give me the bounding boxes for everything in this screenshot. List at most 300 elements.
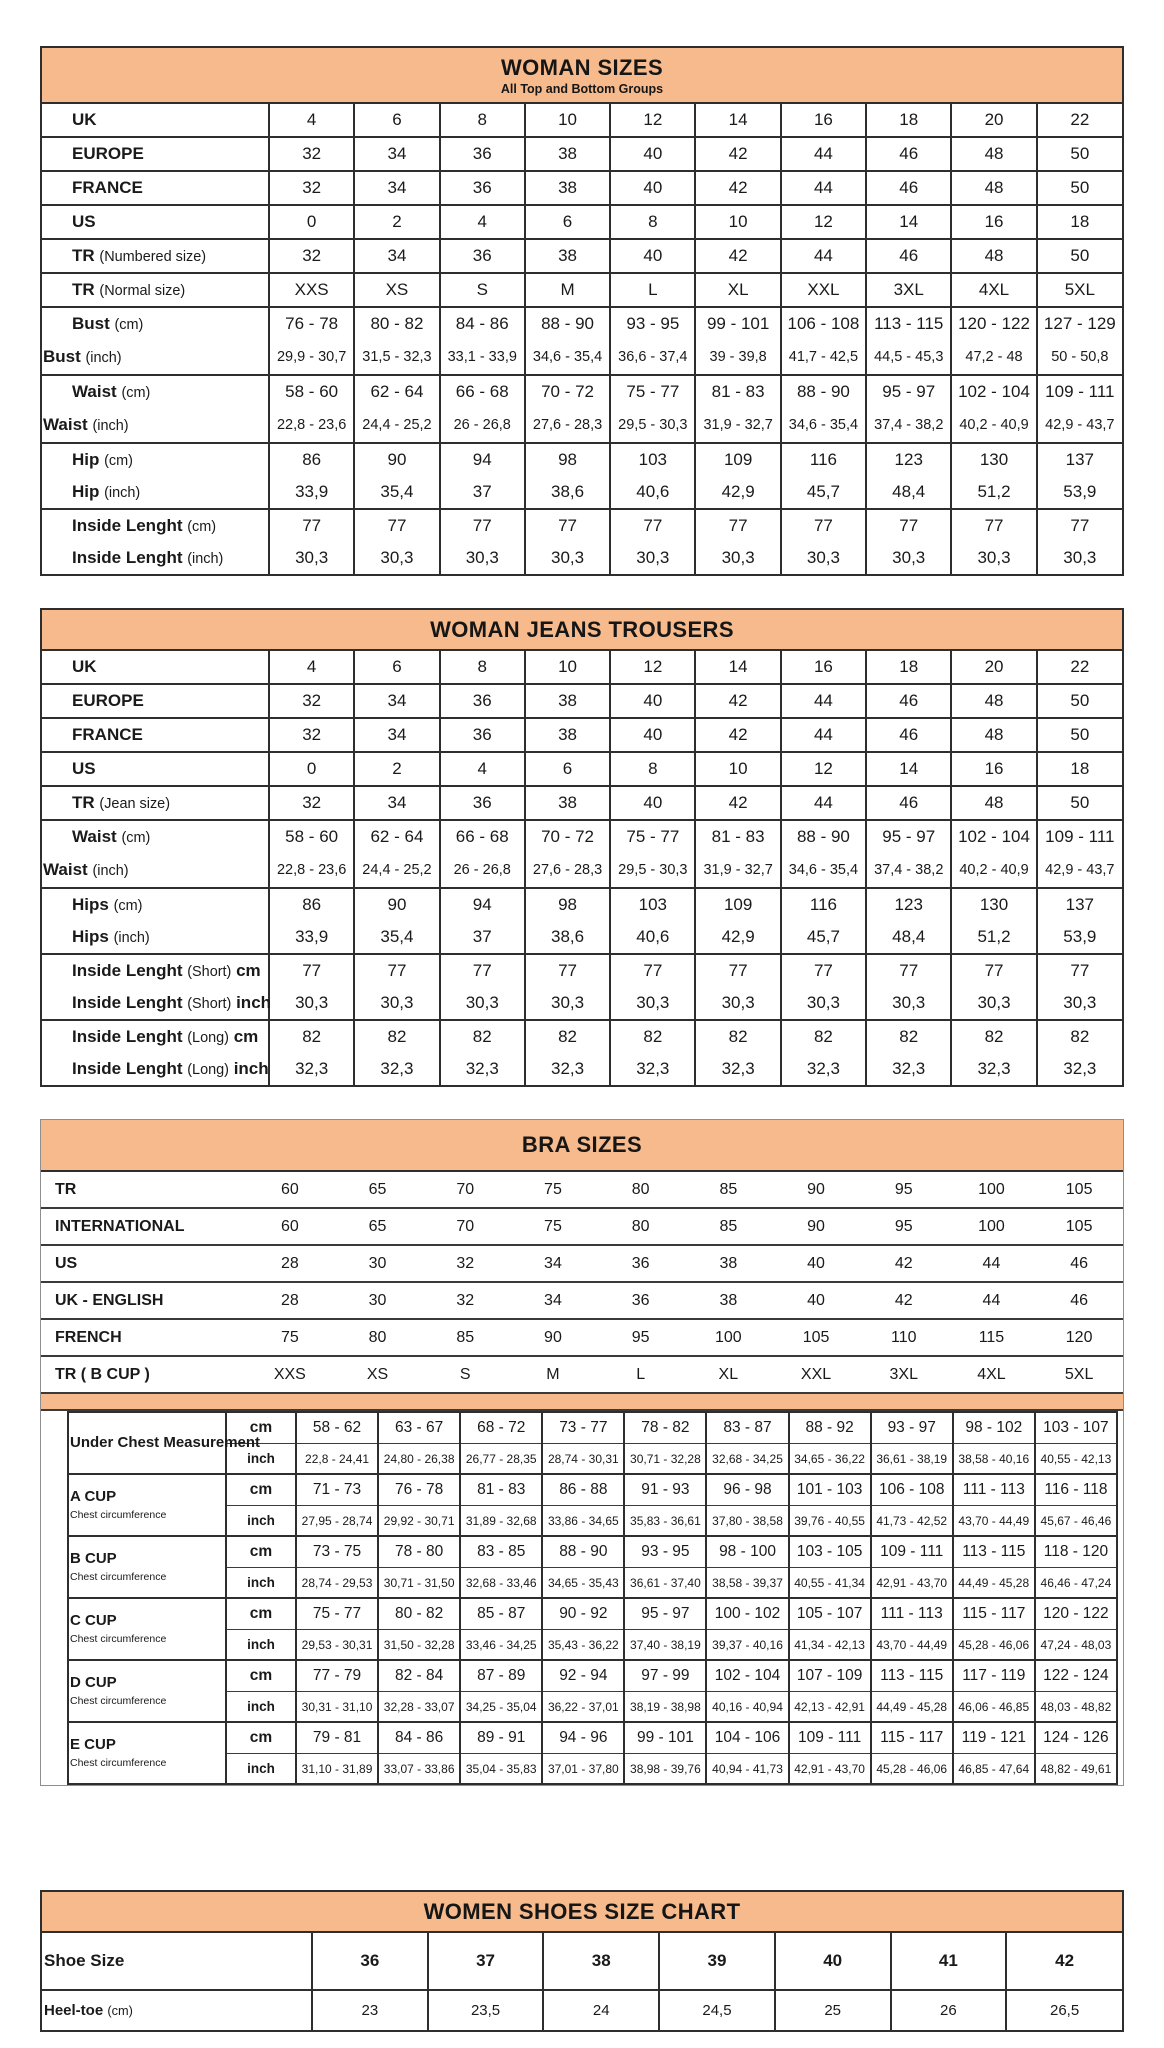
size-value-cell: 36 (631, 1291, 650, 1309)
size-value-cell: 4XL (977, 1365, 1006, 1383)
size-value-cell: 10 (525, 104, 610, 137)
size-value-cell: 88 - 92 (789, 1412, 871, 1444)
size-value-cell: 12 (610, 104, 695, 137)
size-value-cell: 76 - 78 (378, 1474, 460, 1506)
size-value-cell: 35,43 - 36,22 (542, 1630, 624, 1661)
table-subtitle: All Top and Bottom Groups (500, 82, 664, 96)
size-value-cell: 95 - 97 (624, 1598, 706, 1630)
table-row (42, 408, 1122, 443)
table-row (42, 820, 1122, 853)
size-value-cell: 46,06 - 46,85 (953, 1692, 1035, 1723)
size-value-cell: 77 (1037, 954, 1122, 987)
size-value-cell: 28,74 - 30,31 (542, 1444, 624, 1475)
size-value-cell: 44,49 - 45,28 (953, 1568, 1035, 1599)
size-value-cell: 77 (525, 954, 610, 987)
size-value-cell: 106 - 108 (781, 307, 866, 340)
size-value-cell: 4 (269, 651, 354, 684)
size-value-cell: 82 (1037, 1020, 1122, 1053)
size-value-cell: 107 - 109 (789, 1660, 871, 1692)
size-value-cell: 71 - 73 (296, 1474, 378, 1506)
unit-label: inch (226, 1754, 296, 1785)
size-value-cell: 5XL (1037, 273, 1122, 307)
size-value-cell: 36 (631, 1254, 650, 1272)
size-value-cell: 18 (1037, 205, 1122, 239)
size-value-cell: XL (695, 273, 780, 307)
size-value-cell: 27,6 - 28,3 (525, 408, 610, 443)
size-value-cell: 75 - 77 (610, 820, 695, 853)
size-value-cell: 34 (354, 786, 439, 820)
size-value-cell: 16 (951, 205, 1036, 239)
size-value-cell: 44,5 - 45,3 (866, 340, 951, 375)
size-value-cell: 30,3 (866, 542, 951, 574)
cup-cm-row (68, 1598, 1117, 1630)
size-value-cell: 42,91 - 43,70 (789, 1754, 871, 1785)
size-value-cell: 38,6 (525, 476, 610, 509)
size-value-cell: 31,10 - 31,89 (296, 1754, 378, 1785)
table-row (42, 987, 1122, 1020)
bra-sizes-header (41, 1120, 1123, 1172)
size-value-cell: 30,3 (525, 987, 610, 1020)
size-value-cell: 82 (695, 1020, 780, 1053)
size-value-cell: 14 (866, 752, 951, 786)
woman-jeans-trousers-table (40, 608, 1124, 1087)
size-value-cell: M (546, 1365, 560, 1383)
size-value-cell: 32,3 (781, 1053, 866, 1085)
size-value-cell: 30 (368, 1254, 387, 1272)
size-value-cell: 93 - 95 (610, 307, 695, 340)
size-value-cell: 100 - 102 (706, 1598, 788, 1630)
table-row (42, 1053, 1122, 1085)
size-value-cell: 77 (695, 509, 780, 542)
size-value-cell: 123 (866, 888, 951, 921)
size-value-cell: 85 (719, 1217, 738, 1235)
size-value-cell: 77 (525, 509, 610, 542)
row-label: INTERNATIONAL (55, 1217, 185, 1235)
size-value-cell: 77 (866, 509, 951, 542)
size-value-cell: 50 - 50,8 (1037, 340, 1122, 375)
size-value-cell: 38 (525, 239, 610, 273)
size-value-cell: 40,55 - 42,13 (1035, 1444, 1117, 1475)
size-value-cell: 38 (525, 786, 610, 820)
size-value-cell: 77 (269, 509, 354, 542)
size-value-cell: 46 (866, 786, 951, 820)
size-value-cell: 42,9 (695, 476, 780, 509)
size-value-cell: 82 (951, 1020, 1036, 1053)
size-value-cell: 113 - 115 (871, 1660, 953, 1692)
size-value-cell: 40 (610, 718, 695, 752)
size-value-cell: 88 - 90 (781, 820, 866, 853)
size-value-cell: 44,49 - 45,28 (871, 1692, 953, 1723)
size-value-cell: 40,2 - 40,9 (951, 853, 1036, 888)
row-label: UK (72, 110, 97, 129)
cup-label: C CUP Chest circumference (68, 1598, 226, 1660)
size-value-cell: 18 (1037, 752, 1122, 786)
size-value-cell: 10 (695, 752, 780, 786)
size-value-cell: 33,1 - 33,9 (440, 340, 525, 375)
size-value-cell: 32 (269, 786, 354, 820)
size-value-cell: 95 - 97 (866, 820, 951, 853)
size-value-cell: 82 (610, 1020, 695, 1053)
table-row (42, 1933, 1122, 1990)
size-value-cell: 16 (951, 752, 1036, 786)
bra-conversion-row (41, 1209, 1123, 1246)
size-value-cell: 70 - 72 (525, 820, 610, 853)
size-value-cell: 118 - 120 (1035, 1536, 1117, 1568)
size-value-cell: 36 (440, 684, 525, 718)
size-value-cell: 31,89 - 32,68 (460, 1506, 542, 1537)
size-value-cell: 77 (440, 509, 525, 542)
size-value-cell: 6 (354, 104, 439, 137)
size-value-cell: 23 (312, 1990, 428, 2030)
size-value-cell: 86 (269, 443, 354, 476)
size-value-cell: 75 - 77 (296, 1598, 378, 1630)
bra-conversion-row (41, 1320, 1123, 1357)
size-value-cell: 30,3 (1037, 542, 1122, 574)
size-value-cell: 35,4 (354, 921, 439, 954)
row-label: Waist (cm) (42, 820, 269, 853)
size-value-cell: 28 (280, 1291, 299, 1309)
size-value-cell: 34,25 - 35,04 (460, 1692, 542, 1723)
size-value-cell: 32 (456, 1291, 475, 1309)
size-value-cell: XXS (269, 273, 354, 307)
size-value-cell: 75 (544, 1180, 562, 1198)
size-value-cell: 44 (781, 786, 866, 820)
table-row (42, 171, 1122, 205)
size-value-cell: 37 (428, 1933, 544, 1990)
size-value-cell: 29,9 - 30,7 (269, 340, 354, 375)
size-value-cell: 81 - 83 (695, 375, 780, 408)
size-value-cell: 32,68 - 34,25 (706, 1444, 788, 1475)
size-value-cell: 44 (781, 239, 866, 273)
unit-label: cm (226, 1474, 296, 1506)
size-value-cell: 46 (866, 718, 951, 752)
size-value-cell: 60 (280, 1180, 299, 1198)
size-value-cell: 10 (695, 205, 780, 239)
size-value-cell: 36,61 - 38,19 (871, 1444, 953, 1475)
women-shoes-grid (42, 1933, 1122, 2030)
size-value-cell: 82 (440, 1020, 525, 1053)
size-value-cell: 48 (951, 684, 1036, 718)
row-label: US (42, 752, 269, 786)
size-value-cell: 110 (890, 1328, 917, 1346)
size-value-cell: 103 (610, 443, 695, 476)
size-value-cell: 31,9 - 32,7 (695, 853, 780, 888)
unit-label: inch (226, 1630, 296, 1661)
size-value-cell: 36 (440, 137, 525, 171)
size-value-cell: 48 (951, 171, 1036, 205)
size-value-cell: 94 (440, 443, 525, 476)
size-value-cell: 39,76 - 40,55 (789, 1506, 871, 1537)
size-value-cell: 102 - 104 (706, 1660, 788, 1692)
size-value-cell: 34 (354, 239, 439, 273)
size-value-cell: 46 (1070, 1254, 1089, 1272)
unit-label: cm (226, 1598, 296, 1630)
size-value-cell: 109 - 111 (1037, 375, 1122, 408)
woman-jeans-grid (42, 651, 1122, 1085)
size-value-cell: 8 (610, 205, 695, 239)
size-value-cell: 90 (544, 1328, 562, 1346)
table-row (42, 273, 1122, 307)
size-value-cell: 120 - 122 (951, 307, 1036, 340)
size-value-cell: 42,91 - 43,70 (871, 1568, 953, 1599)
row-label: Hips (cm) (42, 888, 269, 921)
size-value-cell: 44 (781, 137, 866, 171)
size-value-cell: 46 (1070, 1291, 1089, 1309)
size-value-cell: 30,3 (525, 542, 610, 574)
size-value-cell: 26 - 26,8 (440, 408, 525, 443)
table-row (42, 476, 1122, 509)
size-value-cell: 50 (1037, 239, 1122, 273)
size-value-cell: XXS (273, 1365, 306, 1383)
size-value-cell: 60 (280, 1217, 299, 1235)
size-value-cell: 40 (807, 1291, 825, 1309)
size-value-cell: 40 (610, 137, 695, 171)
size-value-cell: 137 (1037, 443, 1122, 476)
size-value-cell: 100 (978, 1217, 1005, 1235)
size-value-cell: 6 (525, 205, 610, 239)
size-value-cell: 77 (781, 509, 866, 542)
row-label: Bust (inch) (43, 347, 122, 366)
size-value-cell: 40,55 - 41,34 (789, 1568, 871, 1599)
size-value-cell: 68 - 72 (460, 1412, 542, 1444)
size-value-cell: 80 (368, 1328, 387, 1346)
row-label: Inside Lenght (Long) inch (72, 1059, 269, 1078)
size-value-cell: 12 (781, 752, 866, 786)
size-value-cell: 127 - 129 (1037, 307, 1122, 340)
size-value-cell: 105 (802, 1328, 830, 1346)
size-value-cell: 77 (695, 954, 780, 987)
size-value-cell: 82 (354, 1020, 439, 1053)
size-value-cell: 91 - 93 (624, 1474, 706, 1506)
size-value-cell: 50 (1037, 718, 1122, 752)
size-value-cell: 0 (269, 205, 354, 239)
table-row (42, 853, 1122, 888)
cup-inch-row (68, 1568, 1117, 1599)
row-label: Heel-toe (cm) (42, 1990, 312, 2030)
size-value-cell: 32 (456, 1254, 475, 1272)
size-value-cell: 105 (1065, 1180, 1093, 1198)
size-value-cell: L (610, 273, 695, 307)
size-value-cell: 32 (269, 137, 354, 171)
size-value-cell: 32,3 (951, 1053, 1036, 1085)
size-value-cell: 106 - 108 (871, 1474, 953, 1506)
size-value-cell: 103 - 107 (1035, 1412, 1117, 1444)
size-value-cell: 115 - 117 (871, 1722, 953, 1754)
size-value-cell: 36 (440, 718, 525, 752)
table-row (42, 1020, 1122, 1053)
size-value-cell: 77 (354, 954, 439, 987)
size-value-cell: 37,01 - 37,80 (542, 1754, 624, 1785)
size-value-cell: 50 (1037, 171, 1122, 205)
size-value-cell: 94 (440, 888, 525, 921)
size-value-cell: 30,3 (951, 987, 1036, 1020)
size-value-cell: 137 (1037, 888, 1122, 921)
size-value-cell: 38,58 - 40,16 (953, 1444, 1035, 1475)
size-value-cell: 119 - 121 (953, 1722, 1035, 1754)
size-value-cell: 30,3 (695, 542, 780, 574)
row-label: Inside Lenght (cm) (42, 509, 269, 542)
size-value-cell: 29,5 - 30,3 (610, 853, 695, 888)
size-value-cell: 30,71 - 32,28 (624, 1444, 706, 1475)
size-value-cell: 47,24 - 48,03 (1035, 1630, 1117, 1661)
size-value-cell: 109 (695, 888, 780, 921)
size-value-cell: 66 - 68 (440, 820, 525, 853)
table-row (42, 1990, 1122, 2030)
size-value-cell: 39,37 - 40,16 (706, 1630, 788, 1661)
size-value-cell: 44 (781, 718, 866, 752)
size-value-cell: XL (718, 1365, 739, 1383)
size-value-cell: 30,3 (1037, 987, 1122, 1020)
size-value-cell: 16 (781, 104, 866, 137)
size-value-cell: 113 - 115 (953, 1536, 1035, 1568)
size-value-cell: 22,8 - 24,41 (296, 1444, 378, 1475)
size-value-cell: 84 - 86 (378, 1722, 460, 1754)
size-value-cell: 32,3 (525, 1053, 610, 1085)
size-value-cell: 88 - 90 (781, 375, 866, 408)
size-value-cell: 89 - 91 (460, 1722, 542, 1754)
size-value-cell: 33,9 (269, 476, 354, 509)
size-value-cell: 88 - 90 (525, 307, 610, 340)
size-value-cell: 20 (951, 104, 1036, 137)
size-value-cell: 95 (894, 1217, 913, 1235)
row-label: Waist (inch) (43, 415, 129, 434)
size-value-cell: 77 (951, 509, 1036, 542)
table-title: WOMAN JEANS TROUSERS (430, 617, 734, 642)
table-row (42, 921, 1122, 954)
size-value-cell: 95 - 97 (866, 375, 951, 408)
woman-sizes-table (40, 46, 1124, 576)
row-label: EUROPE (42, 137, 269, 171)
size-value-cell: 36 (440, 239, 525, 273)
size-value-cell: 40 (610, 171, 695, 205)
row-label: Bust (cm) (42, 307, 269, 340)
size-value-cell: 8 (440, 104, 525, 137)
table-title: WOMEN SHOES SIZE CHART (423, 1899, 741, 1924)
size-value-cell: 33,46 - 34,25 (460, 1630, 542, 1661)
size-value-cell: 4 (269, 104, 354, 137)
size-value-cell: 82 - 84 (378, 1660, 460, 1692)
size-value-cell: 40,16 - 40,94 (706, 1692, 788, 1723)
size-value-cell: L (636, 1365, 646, 1383)
size-value-cell: 30,3 (354, 542, 439, 574)
size-value-cell: 22 (1037, 651, 1122, 684)
size-value-cell: 30,3 (354, 987, 439, 1020)
size-value-cell: 82 (781, 1020, 866, 1053)
size-value-cell: 42 (1006, 1933, 1122, 1990)
size-value-cell: 65 (368, 1180, 387, 1198)
size-value-cell: 90 (354, 888, 439, 921)
size-value-cell: 32 (269, 684, 354, 718)
size-value-cell: 62 - 64 (354, 820, 439, 853)
row-label: Hip (cm) (42, 443, 269, 476)
size-value-cell: 93 - 95 (624, 1536, 706, 1568)
size-value-cell: 111 - 113 (871, 1598, 953, 1630)
size-value-cell: 98 (525, 443, 610, 476)
size-value-cell: M (525, 273, 610, 307)
size-value-cell: 24,4 - 25,2 (354, 853, 439, 888)
cup-inch-row (68, 1692, 1117, 1723)
size-value-cell: 120 - 122 (1035, 1598, 1117, 1630)
cup-label: B CUP Chest circumference (68, 1536, 226, 1598)
row-label: FRENCH (55, 1328, 122, 1346)
cup-measurement-section (41, 1411, 1123, 1785)
size-value-cell: 28 (280, 1254, 299, 1272)
size-value-cell: 24,80 - 26,38 (378, 1444, 460, 1475)
size-value-cell: 42,9 - 43,7 (1037, 408, 1122, 443)
size-value-cell: 36,61 - 37,40 (624, 1568, 706, 1599)
size-value-cell: 30,3 (610, 542, 695, 574)
row-label: FRANCE (42, 718, 269, 752)
size-value-cell: 99 - 101 (624, 1722, 706, 1754)
size-value-cell: 75 - 77 (610, 375, 695, 408)
size-value-cell: 124 - 126 (1035, 1722, 1117, 1754)
size-value-cell: 77 (1037, 509, 1122, 542)
size-value-cell: 103 - 105 (789, 1536, 871, 1568)
size-value-cell: 30,71 - 31,50 (378, 1568, 460, 1599)
size-value-cell: 30,3 (440, 987, 525, 1020)
unit-label: cm (226, 1536, 296, 1568)
size-value-cell: 40 (610, 239, 695, 273)
unit-label: inch (226, 1444, 296, 1475)
size-value-cell: 37 (440, 921, 525, 954)
size-value-cell: 75 (280, 1328, 299, 1346)
size-value-cell: 14 (695, 651, 780, 684)
size-value-cell: 85 - 87 (460, 1598, 542, 1630)
size-value-cell: 26,5 (1006, 1990, 1122, 2030)
size-value-cell: 32,3 (610, 1053, 695, 1085)
size-value-cell: 30,3 (695, 987, 780, 1020)
bra-conversion-row (41, 1246, 1123, 1283)
size-value-cell: 40 (775, 1933, 891, 1990)
row-label: TR (Numbered size) (42, 239, 269, 273)
row-label: Hip (inch) (72, 482, 141, 501)
size-value-cell: 122 - 124 (1035, 1660, 1117, 1692)
size-value-cell: 77 (269, 954, 354, 987)
row-label: US (42, 205, 269, 239)
size-value-cell: 34,65 - 36,22 (789, 1444, 871, 1475)
cup-inch-row (68, 1630, 1117, 1661)
size-value-cell: 50 (1037, 684, 1122, 718)
size-value-cell: 70 (456, 1217, 475, 1235)
size-value-cell: 101 - 103 (789, 1474, 871, 1506)
size-value-cell: 18 (866, 104, 951, 137)
size-value-cell: 42,9 - 43,7 (1037, 853, 1122, 888)
size-value-cell: 120 (1065, 1328, 1093, 1346)
size-value-cell: 26 - 26,8 (440, 853, 525, 888)
size-value-cell: 34,6 - 35,4 (781, 408, 866, 443)
size-value-cell: S (459, 1365, 471, 1383)
size-value-cell: 34 (354, 137, 439, 171)
size-value-cell: 63 - 67 (378, 1412, 460, 1444)
size-value-cell: 83 - 87 (706, 1412, 788, 1444)
unit-label: inch (226, 1692, 296, 1723)
size-value-cell: 4 (440, 752, 525, 786)
size-value-cell: 103 (610, 888, 695, 921)
size-value-cell: 41,73 - 42,52 (871, 1506, 953, 1537)
row-label: Inside Lenght (Short) inch (72, 993, 272, 1012)
size-value-cell: 97 - 99 (624, 1660, 706, 1692)
size-value-cell: 98 (525, 888, 610, 921)
size-value-cell: 75 (544, 1217, 562, 1235)
size-value-cell: 32 (269, 239, 354, 273)
size-value-cell: 40,6 (610, 921, 695, 954)
size-value-cell: 39 (659, 1933, 775, 1990)
size-value-cell: 42 (695, 171, 780, 205)
size-value-cell: 4XL (951, 273, 1036, 307)
size-value-cell: 73 - 77 (542, 1412, 624, 1444)
size-value-cell: 31,5 - 32,3 (354, 340, 439, 375)
cup-label: E CUP Chest circumference (68, 1722, 226, 1784)
